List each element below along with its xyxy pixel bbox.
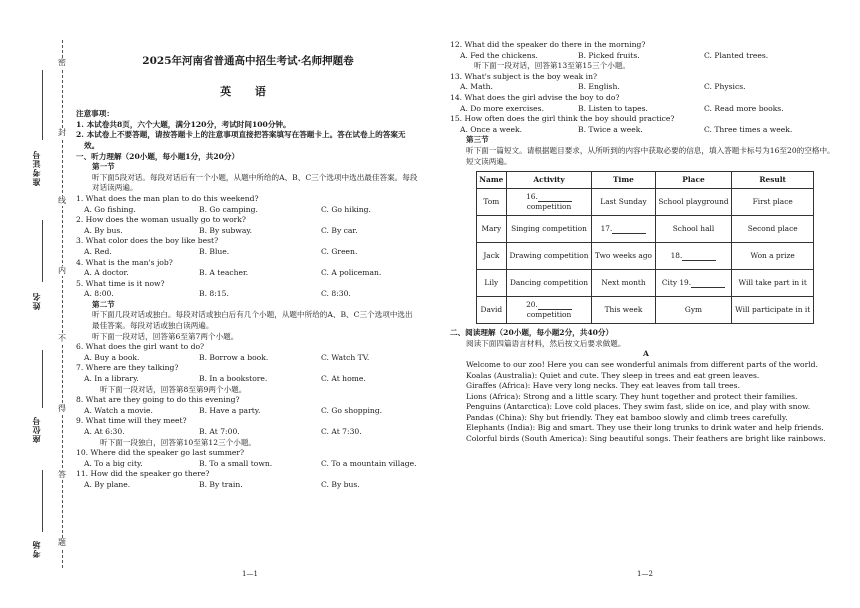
options [76,353,420,364]
seal-char: 题 [58,538,66,547]
table-header-row [477,172,814,189]
option: B. 8:15. [199,289,229,299]
option: B. Twice a week. [578,124,643,134]
passage-paragraph: Giraffes (Africa): Have very long necks. They eat leaves from tall trees. [466,381,740,391]
question: 5. What time is it now? [76,278,165,288]
answer-blank[interactable] [612,225,646,234]
table-cell: Singing competition [506,216,592,243]
table-cell: Lily [477,270,507,297]
question: 8. What are they going to do this evening? [76,395,240,405]
note-item: 1. 本试卷共8页，六个大题，满分120分，考试时间100分钟。 [76,119,291,129]
option: B. In a bookstore. [199,374,268,384]
exam-room-line[interactable] [42,470,43,532]
option: B. Have a party. [199,405,261,415]
blank-number: 18. [670,250,683,260]
column-header: Result [732,172,814,189]
option: B. By subway. [199,225,253,235]
right-page [430,0,860,608]
seal-char: 封 [58,128,66,137]
column-header: Place [655,172,732,189]
option: B. Picked fruits. [578,50,640,60]
option: B. Listen to tapes. [578,103,648,113]
table-cell: School hall [655,216,732,243]
option: B. Go camping. [199,204,258,214]
exam-title: 2025年河南省普通高中招生考试·名师押题卷 [142,55,354,67]
column-header: Name [477,172,507,189]
question: 3. What color does the boy like best? [76,236,219,246]
table-cell [655,270,732,297]
option: A. To a big city. [84,458,143,468]
passage-paragraph: Pandas (China): Shy but friendly. They eat bamboo slowly and climb trees carefully. [466,412,788,422]
name-line[interactable] [42,220,43,282]
question: 1. What does the man plan to do this weekend? [76,193,259,203]
section-heading: 第三节 [466,135,489,145]
option: B. A teacher. [199,268,249,278]
option: B. English. [578,82,620,92]
table-cell: School playground [655,189,732,216]
option: A. Do more exercises. [460,103,544,113]
table-cell: This week [592,297,655,324]
answer-blank[interactable] [682,252,716,261]
column-header: Activity [506,172,592,189]
option: A. Math. [460,82,493,92]
question: 12. What did the speaker do there in the morning? [450,40,646,49]
option: A. Fed the chickens. [460,50,538,60]
option: C. Go hiking. [321,204,371,214]
seat-number-line[interactable] [42,350,43,408]
question: 14. What does the girl advise the boy to do? [450,92,620,102]
blank-number: City 19. [661,277,692,287]
options [76,427,420,438]
table-cell: Will participate in it [732,297,814,324]
seal-char: 线 [58,196,66,205]
table-cell: Second place [732,216,814,243]
left-content [76,52,420,491]
option: A. Buy a book. [84,352,140,362]
question: 6. What does the girl want to do? [76,342,205,352]
option: A. Red. [84,246,112,256]
section-directions: 听下面几段对话或独白。每段对话或独白后有几个小题，从题中所给的A、B、C三个选项中选出最佳答案。每段对话或独白读两遍。 [92,310,413,331]
table-cell: Won a prize [732,243,814,270]
blank-number: 16. [526,191,538,201]
option: A. In a library. [84,374,139,384]
note-item: 2. 本试卷上不要答题，请按答题卡上的注意事项直接把答案填写在答题卡上。答在试卷上的答案无效。 [76,130,406,150]
passage-paragraph: Elephants (India): Big and smart. They use their long trunks to drink water and help friends. [466,423,824,433]
dialogue-intro: 听下面一段对话，回答第13至第15三个小题。 [474,61,631,71]
table-row [477,243,814,270]
options [450,82,842,93]
option: C. Green. [321,246,358,256]
seal-char: 密 [58,58,66,67]
options [450,104,842,115]
table-cell: Drawing competition [506,243,592,270]
option: A. Watch a movie. [84,405,153,415]
table-cell: David [477,297,507,324]
option: C. Read more books. [704,103,784,113]
table-cell: Gym [655,297,732,324]
seal-char: 内 [58,266,66,275]
passage-paragraph: Colorful birds (South America): Sing beautiful songs. Their feathers are bright like rainbows. [466,434,826,444]
option: C. By car. [321,225,358,235]
section-heading: 第二节 [92,299,115,309]
option: C. Watch TV. [321,352,370,362]
table-cell: First place [732,189,814,216]
page-number: 1—1 [242,570,258,578]
seal-char: 不 [58,334,66,343]
option: C. Physics. [704,82,746,92]
table-cell [506,189,592,216]
option: A. Go fishing. [84,204,136,214]
option: A. By plane. [84,479,131,489]
cell-text: competition [526,202,572,212]
table-cell: Next month [592,270,655,297]
table-cell: Mary [477,216,507,243]
option: C. A policeman. [321,268,382,278]
question: 7. Where are they talking? [76,363,179,373]
table-row [477,189,814,216]
option: C. To a mountain village. [321,458,417,468]
options [76,374,420,385]
answer-blank[interactable] [538,301,572,310]
table-cell [506,297,592,324]
option: C. By bus. [321,479,360,489]
options [450,125,842,136]
notes-heading: 注意事项： [76,109,114,119]
options [76,205,420,216]
subject-title: 英 语 [220,84,276,98]
table-cell [655,243,732,270]
binding-line [62,40,63,568]
seal-char: 得 [58,404,66,413]
dialogue-intro: 听下面一段独白，回答第10至第12三个小题。 [100,437,257,447]
option: A. A doctor. [84,268,129,278]
exam-number-line[interactable] [42,70,43,140]
option: B. To a small town. [199,458,273,468]
right-content [450,40,842,445]
answer-blank[interactable] [538,193,572,202]
blank-number: 20. [526,299,538,309]
section-heading: 第一节 [92,162,115,172]
part-heading: 二、阅读理解（20小题，每小题2分，共40分） [450,328,614,338]
option: A. 8:00. [84,289,114,299]
options [76,268,420,279]
option: B. At 7:00. [199,427,240,436]
option: C. Planted trees. [704,50,769,60]
option: C. At 7:30. [321,427,362,436]
exam-room-field: 考场 [31,540,41,558]
table-cell: Will take part in it [732,270,814,297]
options [76,289,420,300]
question: 2. How does the woman usually go to work? [76,215,246,225]
option: B. Borrow a book. [199,352,269,362]
options [76,480,420,491]
part-heading: 一、听力理解（20小题，每小题1分，共20分） [76,151,240,161]
option: B. Blue. [199,246,230,256]
option: B. By train. [199,479,243,489]
table-row [477,297,814,324]
table-row [477,216,814,243]
section-directions: 听下面一篇短文。请根据题目要求，从所听到的内容中获取必要的信息，填入答题卡标号为16至20的空格中。短文读两遍。 [466,145,835,166]
name-field: 姓名 [31,292,41,310]
question: 15. How often does the girl think the boy should practice? [450,114,675,124]
option: C. At home. [321,374,366,384]
seal-char: 答 [58,470,66,479]
options [76,459,420,470]
option: C. Three times a week. [704,124,793,134]
answer-blank[interactable] [691,279,725,288]
page-number: 1—2 [637,570,653,578]
table-cell: Tom [477,189,507,216]
table-cell: Last Sunday [592,189,655,216]
table-cell [592,216,655,243]
info-table [476,171,814,324]
question: 9. What time will they meet? [76,416,187,426]
passage-paragraph: Penguins (Antarctica): Love cold places. They swim fast, slide on ice, and play with snow. [466,402,811,412]
cell-text: competition [526,310,572,320]
exam-number-field: 准考证号 [31,150,41,186]
seat-number-field: 座位号 [31,416,41,443]
options [76,247,420,258]
option: A. At 6:30. [84,427,125,436]
dialogue-intro: 听下面一段对话，回答第6至第7两个小题。 [92,331,239,341]
option: A. Once a week. [460,124,523,134]
options [76,226,420,237]
options [450,51,842,62]
passage-label: A [643,349,649,359]
table-cell: Dancing competition [506,270,592,297]
passage-paragraph: Koalas (Australia): Quiet and cute. They sleep in trees and eat green leaves. [466,370,760,380]
question: 11. How did the speaker go there? [76,469,210,479]
dialogue-intro: 听下面一段对话，回答第8至第9两个小题。 [100,384,247,394]
section-directions: 阅读下面四篇语言材料，然后按文后要求做题。 [466,338,626,348]
table-cell: Two weeks ago [592,243,655,270]
question: 13. What's subject is the boy weak in? [450,71,598,81]
options [76,406,420,417]
passage-paragraph: Lions (Africa): Strong and a little scary. They hunt together and protect their families. [466,391,798,401]
passage-paragraph: Welcome to our zoo! Here you can see wonderful animals from different parts of the world. [466,359,818,369]
column-header: Time [592,172,655,189]
question: 4. What is the man's job? [76,257,173,267]
option: C. 8:30. [321,289,351,299]
option: C. Go shopping. [321,405,383,415]
section-directions: 听下面5段对话。每段对话后有一个小题，从题中所给的A、B、C三个选项中选出最佳答案。每段对话读两遍。 [92,172,418,193]
question: 10. Where did the speaker go last summer? [76,448,245,458]
option: A. By bus. [84,225,123,235]
table-cell: Jack [477,243,507,270]
table-row [477,270,814,297]
blank-number: 17. [600,223,613,233]
